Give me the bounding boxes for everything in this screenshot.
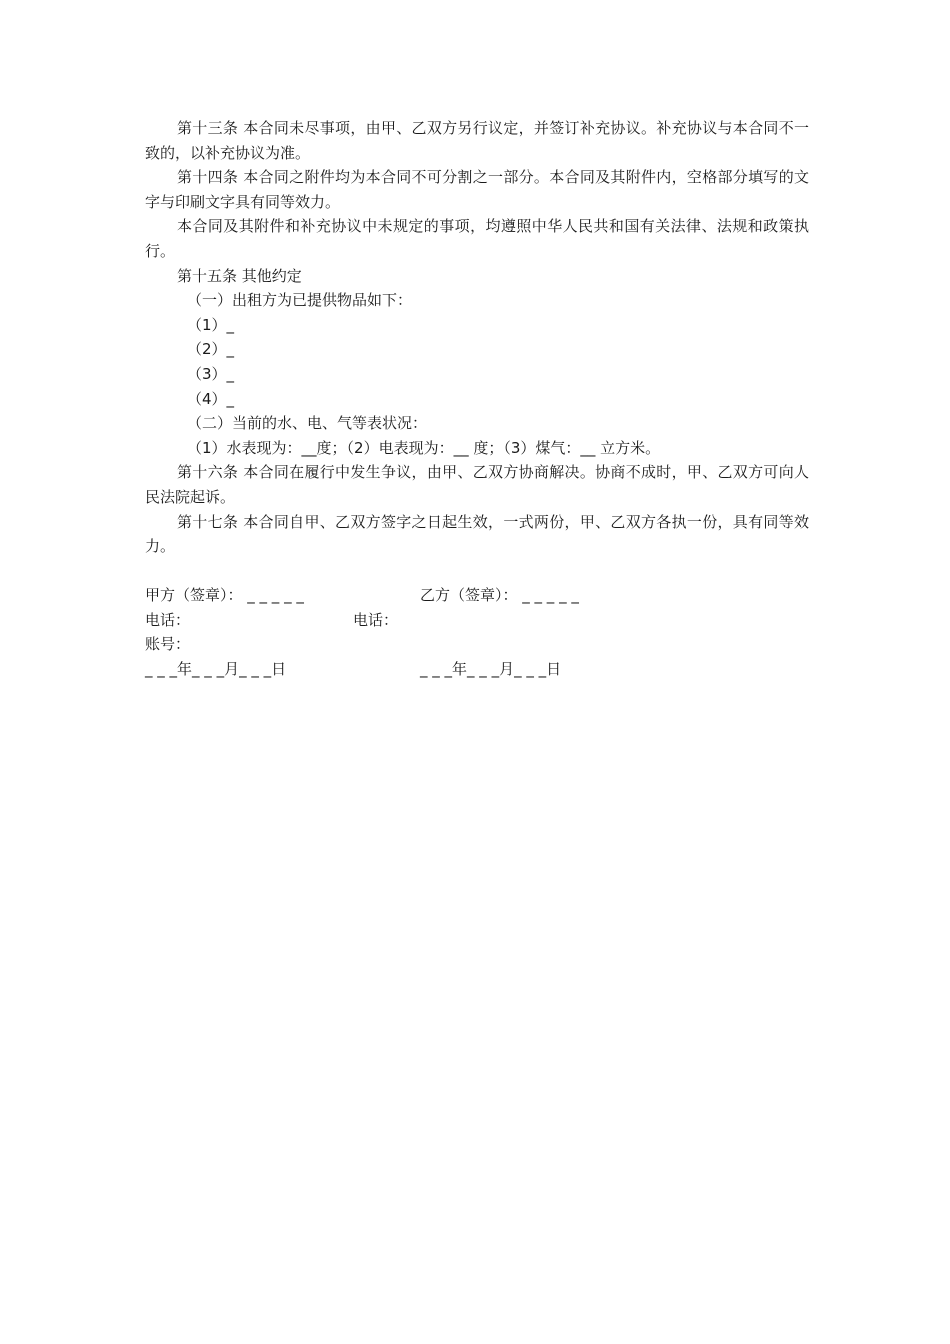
date-row (145, 657, 809, 682)
article-17: 第十七条 本合同自甲、乙双方签字之日起生效，一式两份，甲、乙双方各执一份，具有同等效力。 (145, 512, 809, 556)
phone-row (145, 608, 809, 633)
provided-item: （4）_ (187, 389, 235, 408)
meter-readings: （1）水表现为：__度；（2）电表现为：__ 度；（3）煤气：__ 立方米。 (187, 438, 661, 457)
spacer (145, 559, 809, 584)
account-row (145, 632, 809, 657)
supplementary-clause: 本合同及其附件和补充协议中未规定的事项，均遵照中华人民共和国有关法律、法规和政策执行。 (145, 217, 809, 260)
article-15-title: 第十五条 其他约定 (177, 266, 302, 285)
meter-status-heading: （二）当前的水、电、气等表状况： (187, 414, 428, 433)
party-b-phone: 电话： (353, 610, 399, 629)
party-b-signature: 乙方（签章）： _ _ _ _ _ (420, 586, 579, 605)
article-14: 第十四条 本合同之附件均为本合同不可分割之一部分。本合同及其附件内，空格部分填写的文字与印刷文字具有同等效力。 (145, 168, 809, 211)
provided-item: （1）_ (187, 315, 235, 334)
article-16: 第十六条 本合同在履行中发生争议，由甲、乙双方协商解决。协商不成时，甲、乙双方可向人民法院起诉。 (145, 463, 809, 506)
contract-body (145, 116, 809, 682)
party-b-date: _ _ _年_ _ _月_ _ _日 (420, 660, 562, 679)
signature-row (145, 583, 809, 608)
provided-items-heading: （一）出租方为已提供物品如下： (187, 291, 413, 310)
party-a-phone: 电话： (145, 610, 191, 629)
party-a-date: _ _ _年_ _ _月_ _ _日 (145, 660, 287, 679)
article-13: 第十三条 本合同未尽事项，由甲、乙双方另行议定，并签订补充协议。补充协议与本合同不一致的，以补充协议为准。 (145, 119, 809, 162)
party-a-signature: 甲方（签章）： _ _ _ _ _ (145, 586, 304, 605)
provided-item: （2）_ (187, 340, 235, 359)
provided-item: （3）_ (187, 364, 235, 383)
party-a-account: 账号： (145, 635, 191, 654)
